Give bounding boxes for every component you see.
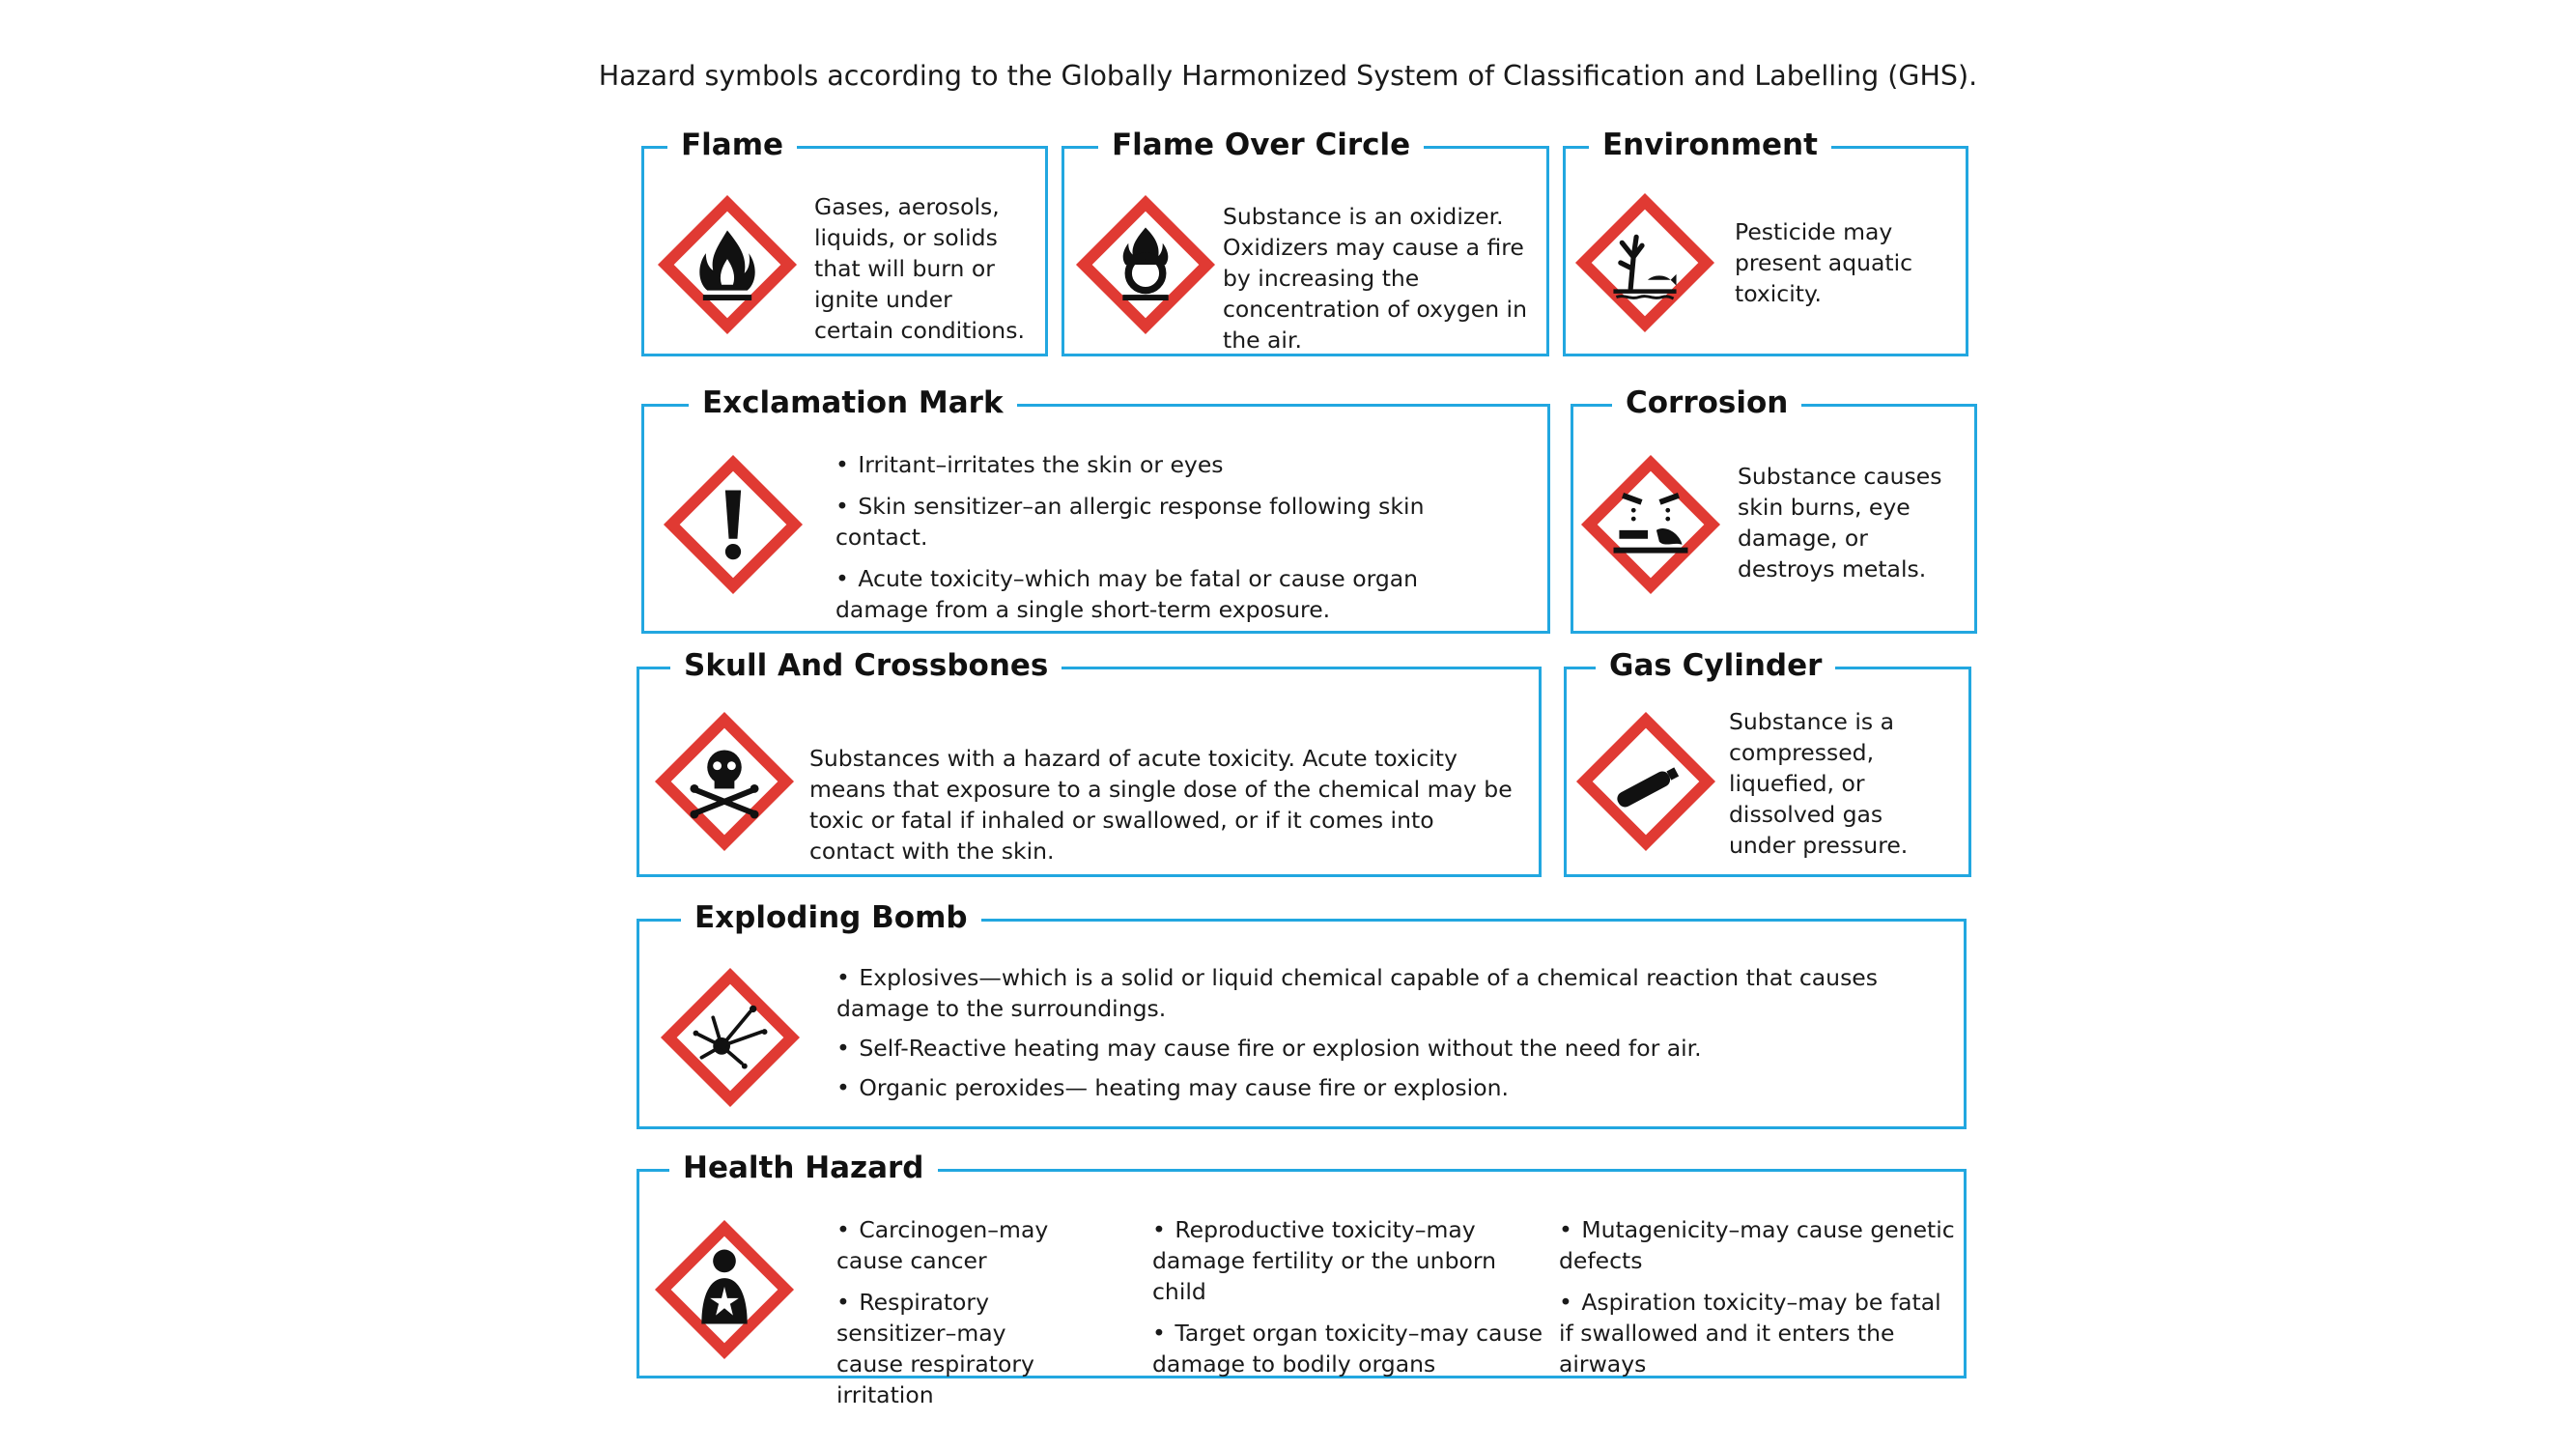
card-skull-crossbones: [637, 648, 1542, 877]
list-item: • Irritant–irritates the skin or eyes: [835, 451, 1224, 478]
flame-icon: [656, 193, 799, 336]
environment-description: Pesticide may present aquatic toxicity.: [1735, 218, 1913, 307]
card-flame-over-circle: [1062, 128, 1549, 356]
page-title: Hazard symbols according to the Globally Harmonized System of Classification and Labelling (GHS).: [598, 60, 1978, 92]
corrosion-icon: [1579, 453, 1722, 596]
list-item: • Respiratory sensitizer–may cause respiratory irritation: [836, 1289, 1034, 1408]
list-item: • Reproductive toxicity–may damage fertility or the unborn child: [1152, 1216, 1497, 1305]
corrosion-description: Substance causes skin burns, eye damage, or destroys metals.: [1738, 463, 1942, 582]
card-gas-cylinder: [1564, 648, 1971, 877]
list-item: • Mutagenicity–may cause genetic defects: [1559, 1216, 1955, 1274]
card-health-hazard: [637, 1151, 1967, 1408]
list-item: • Acute toxicity–which may be fatal or cause organ damage from a single short-term exposure.: [835, 565, 1419, 623]
list-item: • Explosives—which is a solid or liquid chemical capable of a chemical reaction that causes damage to the surroundings.: [836, 964, 1879, 1022]
exploding-bomb-icon: [659, 966, 802, 1109]
list-item: • Carcinogen–may cause cancer: [836, 1216, 1049, 1274]
card-environment: [1563, 128, 1968, 356]
flame-over-circle-description: Substance is an oxidizer. Oxidizers may cause a fire by increasing the concentration of oxygen in the air.: [1223, 203, 1527, 354]
card-title-health-hazard: Health Hazard: [669, 1149, 938, 1187]
skull-crossbones-icon: [653, 710, 796, 853]
card-title-environment: Environment: [1589, 126, 1831, 164]
exclamation-description: [835, 449, 1512, 636]
card-title-skull-crossbones: Skull And Crossbones: [670, 646, 1062, 685]
card-title-corrosion: Corrosion: [1612, 384, 1801, 422]
card-title-flame-over-circle: Flame Over Circle: [1098, 126, 1424, 164]
health-hazard-icon: [653, 1218, 796, 1361]
card-title-gas-cylinder: Gas Cylinder: [1596, 646, 1835, 685]
card-corrosion: [1571, 385, 1977, 634]
exploding-bomb-description: [836, 962, 1928, 1114]
gas-cylinder-description: Substance is a compressed, liquefied, or dissolved gas under pressure.: [1729, 708, 1909, 859]
health-hazard-column-2: [1152, 1214, 1548, 1390]
list-item: • Skin sensitizer–an allergic response following skin contact.: [835, 493, 1425, 551]
health-hazard-column-3: [1559, 1214, 1955, 1390]
exclamation-icon: [662, 453, 805, 596]
list-item: • Aspiration toxicity–may be fatal if swallowed and it enters the airways: [1559, 1289, 1941, 1378]
gas-cylinder-icon: [1574, 710, 1717, 853]
health-hazard-column-1: [836, 1214, 1068, 1421]
list-item: • Self-Reactive heating may cause fire or explosion without the need for air.: [836, 1035, 1702, 1062]
list-item: • Organic peroxides— heating may cause fire or explosion.: [836, 1074, 1509, 1101]
environment-icon: [1573, 191, 1716, 334]
card-flame: [641, 128, 1048, 356]
card-exclamation-mark: [641, 385, 1550, 634]
card-title-flame: Flame: [667, 126, 797, 164]
flame-description: Gases, aerosols, liquids, or solids that will burn or ignite under certain conditions.: [814, 193, 1025, 344]
card-title-exploding-bomb: Exploding Bomb: [681, 898, 981, 937]
card-title-exclamation-mark: Exclamation Mark: [689, 384, 1017, 422]
flame-over-circle-icon: [1074, 193, 1217, 336]
card-exploding-bomb: [637, 900, 1967, 1129]
list-item: • Target organ toxicity–may cause damage to bodily organs: [1152, 1320, 1543, 1378]
skull-crossbones-description: Substances with a hazard of acute toxicity. Acute toxicity means that exposure to a single dose of the chemical may be toxic or fatal if inhaled or swallowed, or if it comes into contact with the skin.: [809, 745, 1513, 865]
